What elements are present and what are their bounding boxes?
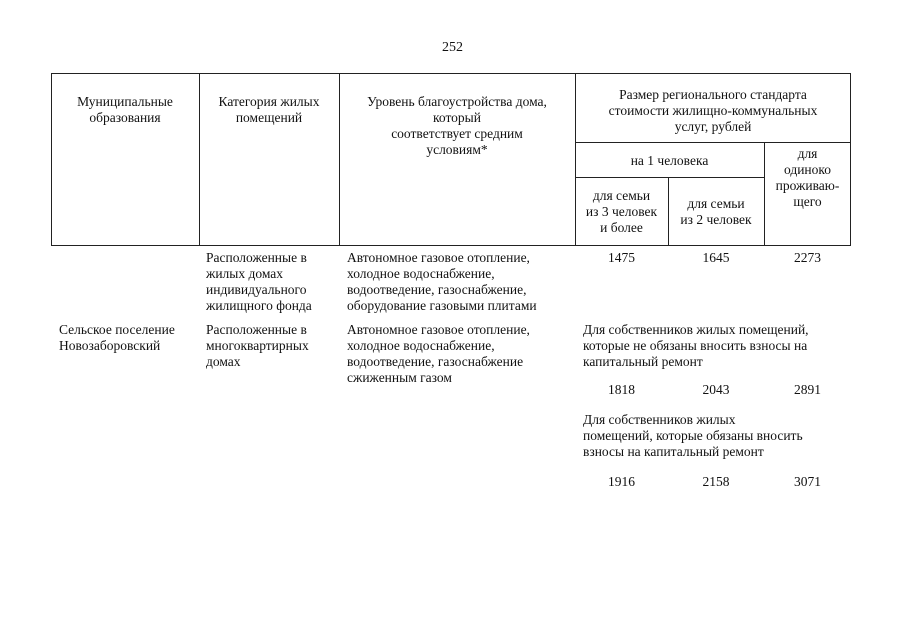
row2a-value-family2: 2043 [702,382,730,397]
row2-category: Расположенные в многоквартирных домах [206,322,309,369]
row2-note-not-obliged: Для собственников жилых помещений, которые не обязаны вносить взносы на капитальный ремонт [583,322,809,369]
page-number: 252 [442,40,463,55]
row1-value-family3: 1475 [608,250,635,265]
row2b-value-family2: 2158 [702,474,730,489]
header-single: для одиноко проживаю- щего [775,146,840,209]
row1-value-family2: 1645 [702,250,730,265]
row1-value-single: 2273 [794,250,821,265]
row2a-value-single: 2891 [794,382,821,397]
row1-category: Расположенные в жилых домах индивидуального жилищного фонда [206,250,312,313]
header-per-person: на 1 человека [630,153,709,168]
divider [575,142,851,143]
row2b-value-family3: 1916 [608,474,635,489]
header-family3: для семьи из 3 человек и более [585,188,658,235]
row2-level: Автономное газовое отопление, холодное водоснабжение, водоотведение, газоснабжение сжиженным газом [347,322,530,385]
header-category: Категория жилых помещений [218,94,320,125]
row2a-value-family3: 1818 [608,382,635,397]
row2b-value-single: 3071 [794,474,821,489]
header-standard-size: Размер регионального стандарта стоимости жилищно-коммунальных услуг, рублей [608,87,818,134]
header-family2: для семьи из 2 человек [680,196,752,227]
municipality-name: Сельское поселение Новозаборовский [59,322,175,353]
header-level: Уровень благоустройства дома, который соответствует средним условиям* [367,94,547,157]
row1-level: Автономное газовое отопление, холодное водоснабжение, водоотведение, газоснабжение, оборудование газовыми плитами [347,250,537,313]
row2-note-obliged: Для собственников жилых помещений, которые обязаны вносить взносы на капитальный ремонт [583,412,803,459]
divider [575,177,764,178]
header-municipality: Муниципальные образования [77,94,173,125]
